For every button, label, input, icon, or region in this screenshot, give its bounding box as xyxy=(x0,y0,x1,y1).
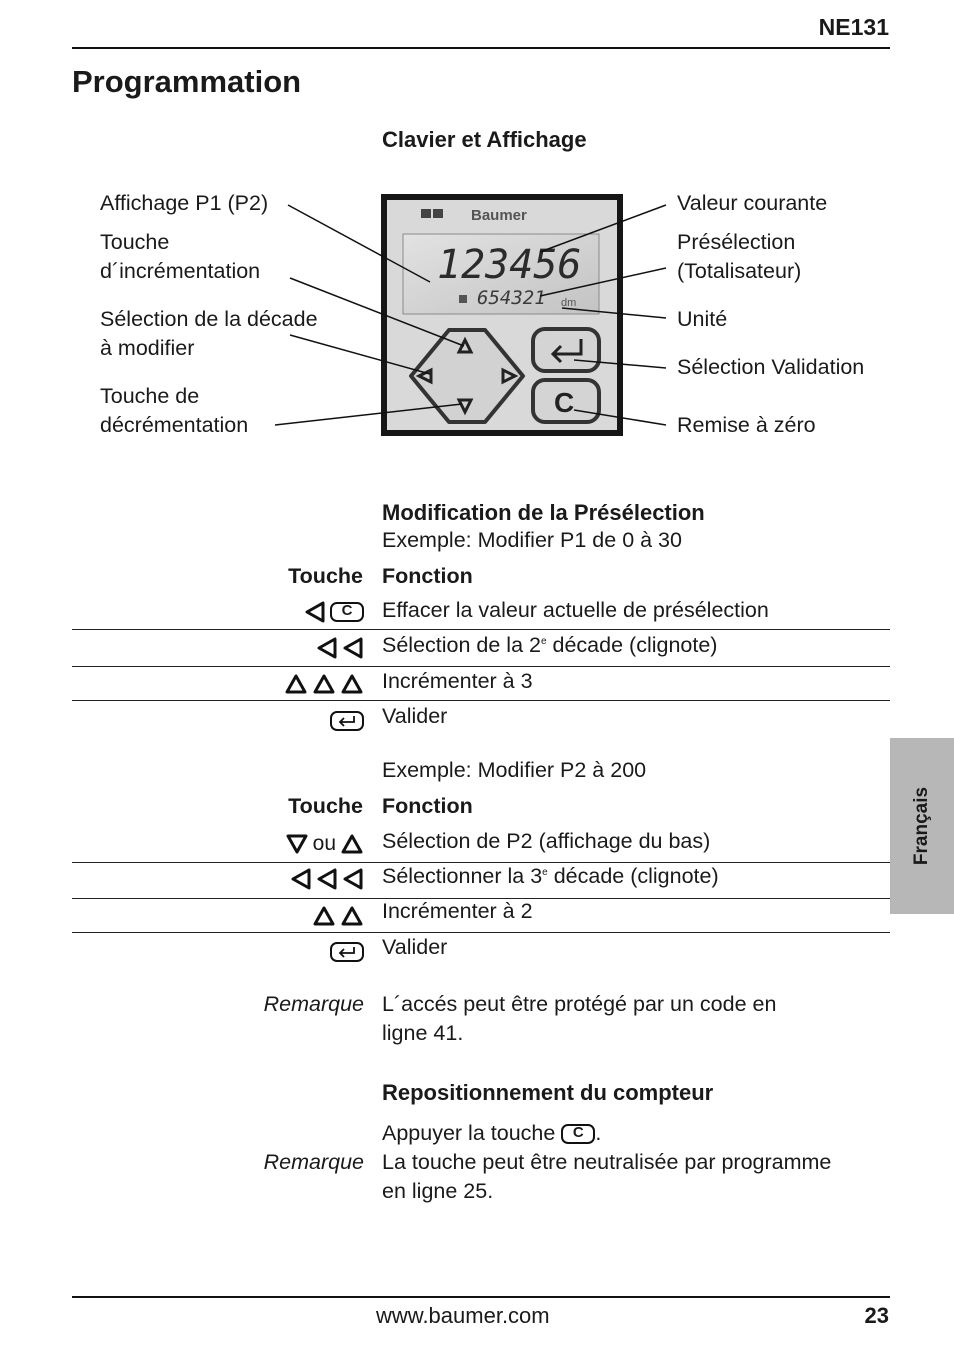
keys-row-8 xyxy=(330,938,364,966)
row2-function-2: Sélectionner la 3e décade (clignote) xyxy=(382,864,719,888)
left-arrow-icon xyxy=(316,867,338,891)
row1-function-1: Effacer la valeur actuelle de présélection xyxy=(382,598,769,622)
up-arrow-icon xyxy=(340,905,364,927)
row1-function-3: Incrémenter à 3 xyxy=(382,669,533,693)
col-function-header-1: Fonction xyxy=(382,564,473,588)
keys-row-7 xyxy=(312,902,364,930)
left-arrow-icon xyxy=(342,867,364,891)
up-arrow-icon xyxy=(340,673,364,695)
label-validation: Sélection Validation xyxy=(677,355,865,379)
keys-row-4 xyxy=(330,707,364,735)
row1-function-4: Valider xyxy=(382,704,448,728)
left-arrow-icon xyxy=(290,867,312,891)
keys-row-3 xyxy=(284,670,364,698)
keys-row-2 xyxy=(316,634,364,662)
label-decrement-1: Touche de xyxy=(100,384,200,408)
table-divider xyxy=(72,666,890,667)
up-arrow-icon xyxy=(312,905,336,927)
section-heading-reset: Repositionnement du compteur xyxy=(382,1080,714,1105)
enter-key[interactable] xyxy=(533,329,599,371)
reset-instruction: Appuyer la touche C . xyxy=(382,1121,601,1146)
label-unit: Unité xyxy=(677,307,728,331)
up-arrow-icon xyxy=(340,833,364,855)
keys-row-1 xyxy=(304,598,364,626)
label-preselection-1: Présélection xyxy=(677,230,796,254)
enter-key-icon xyxy=(330,942,364,962)
device-sub-display: 654321 xyxy=(477,287,546,309)
label-increment-1: Touche xyxy=(100,230,170,254)
device-main-display: 123456 xyxy=(437,242,582,288)
device-brand: Baumer xyxy=(471,207,527,224)
table-divider xyxy=(72,700,890,701)
label-decade-1: Sélection de la décade xyxy=(100,307,318,331)
clear-key[interactable] xyxy=(533,380,599,422)
row1-function-2: Sélection de la 2e décade (clignote) xyxy=(382,633,718,657)
left-arrow-icon xyxy=(342,636,364,660)
label-current-value: Valeur courante xyxy=(677,191,828,215)
row2-function-4: Valider xyxy=(382,935,448,959)
remark-text-1-line1: L´accés peut être protégé par un code en xyxy=(382,992,777,1016)
section-heading-preselection: Modification de la Présélection xyxy=(382,500,705,525)
footer-rule xyxy=(72,1296,890,1298)
page-title: Programmation xyxy=(72,64,302,99)
enter-key-icon xyxy=(330,711,364,731)
col-function-header-2: Fonction xyxy=(382,794,473,818)
table-divider xyxy=(72,862,890,863)
label-decrement-2: décrémentation xyxy=(100,413,249,437)
label-preselection-2: (Totalisateur) xyxy=(677,259,802,283)
clear-key-icon xyxy=(561,1124,595,1144)
row2-function-1: Sélection de P2 (affichage du bas) xyxy=(382,829,711,853)
up-arrow-icon xyxy=(284,673,308,695)
remark-text-2-line2: en ligne 25. xyxy=(382,1179,494,1203)
clear-key-icon xyxy=(330,602,364,622)
left-arrow-icon xyxy=(304,600,326,624)
row2-function-3: Incrémenter à 2 xyxy=(382,899,533,923)
table-divider xyxy=(72,932,890,933)
left-arrow-icon xyxy=(316,636,338,660)
footer-url: www.baumer.com xyxy=(376,1303,550,1328)
section-heading-keyboard: Clavier et Affichage xyxy=(382,127,587,152)
label-display: Affichage P1 (P2) xyxy=(100,191,269,215)
col-key-header-2: Touche xyxy=(288,794,363,818)
header-rule xyxy=(72,47,890,49)
document-code: NE131 xyxy=(818,14,889,40)
remark-label-2: Remarque xyxy=(263,1150,364,1174)
col-key-header-1: Touche xyxy=(288,564,363,588)
device-illustration xyxy=(381,194,623,436)
keys-row-5 xyxy=(285,830,364,858)
page-number: 23 xyxy=(864,1303,889,1328)
label-reset: Remise à zéro xyxy=(677,413,816,437)
example-1: Exemple: Modifier P1 de 0 à 30 xyxy=(382,528,682,552)
svg-text:C: C xyxy=(554,387,575,418)
down-arrow-icon xyxy=(285,833,309,855)
device-unit: dm xyxy=(561,297,577,309)
keys-row-6 xyxy=(290,865,364,893)
up-arrow-icon xyxy=(312,673,336,695)
language-tab: Français xyxy=(890,738,954,914)
example-2: Exemple: Modifier P2 à 200 xyxy=(382,758,647,782)
label-increment-2: d´incrémentation xyxy=(100,259,261,283)
label-decade-2: à modifier xyxy=(100,336,195,360)
table-divider xyxy=(72,629,890,630)
remark-text-2-line1: La touche peut être neutralisée par programme xyxy=(382,1150,832,1174)
remark-text-1-line2: ligne 41. xyxy=(382,1021,464,1045)
remark-label-1: Remarque xyxy=(263,992,364,1016)
or-label: ou xyxy=(312,832,336,855)
